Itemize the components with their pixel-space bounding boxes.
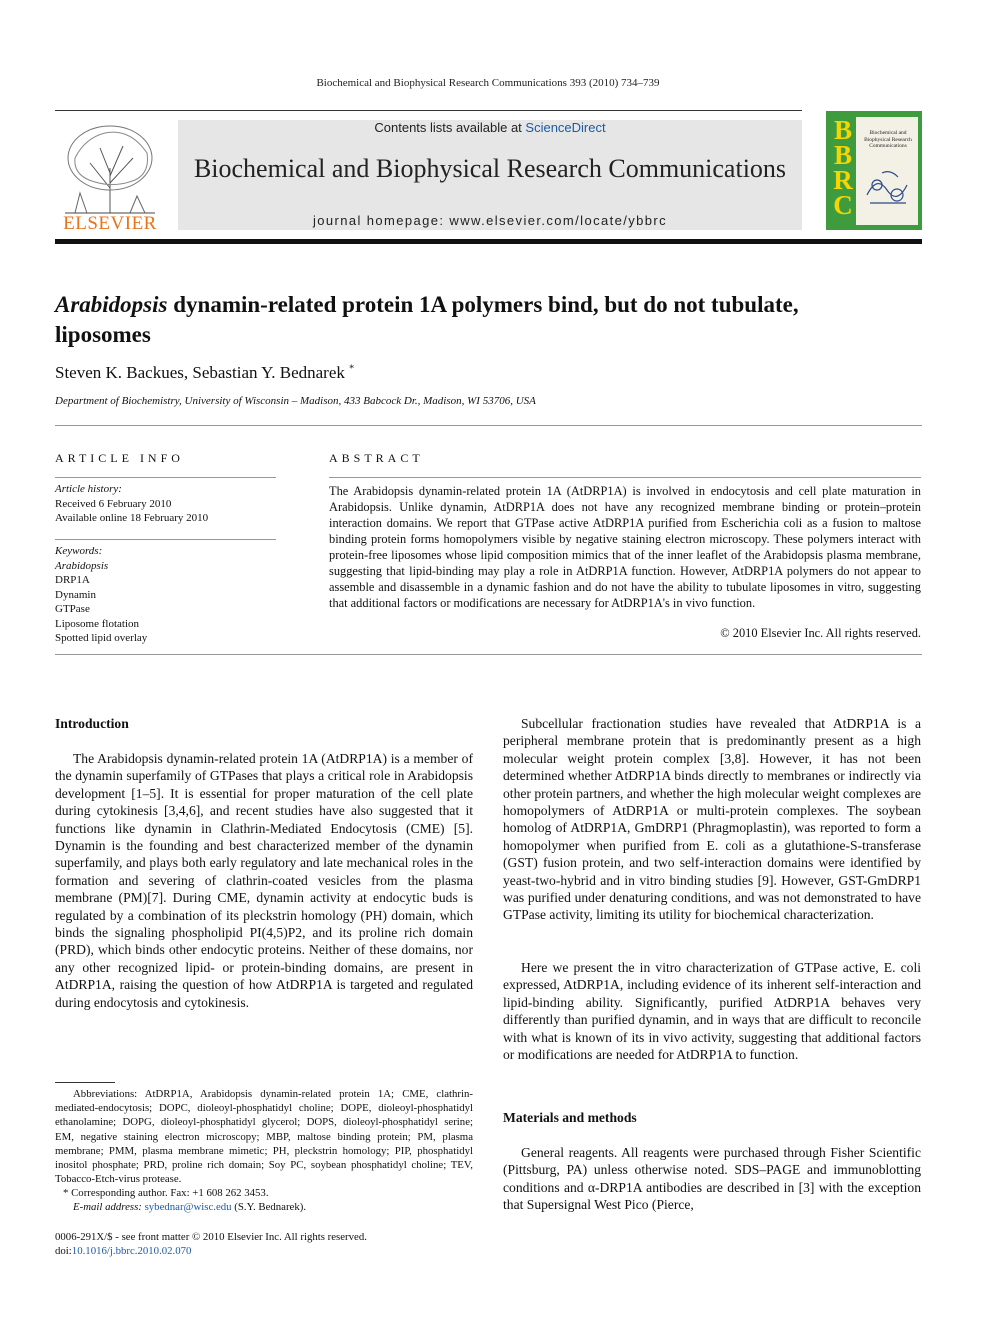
journal-cover-letters xyxy=(829,115,857,220)
publisher-name: ELSEVIER xyxy=(63,213,157,234)
title-divider xyxy=(55,425,922,426)
abbreviations-footnote: Abbreviations: AtDRP1A, Arabidopsis dynamin-related protein 1A; CME, clathrin-mediated-endocytosis; DOPC, dioleoyl-phosphatidyl choline; DOPE, dioleoyl-phosphatidyl ethanolamine; DOPG, dioleoyl-phosphatidyl glycerol; DOPS, dioleoyl-phosphatidyl serine; EM, negative staining electron microscopy; MBP, maltose binding protein; PM, plasma membrane; PMM, plasma membrane mimetic; PH, pleckstrin homology; PIP, phosphatidyl inositol phosphate; PRD, proline rich domain; Soy PC, soybean phosphatidyl choline; TEV, Tobacco-Etch-virus protease. xyxy=(55,1088,473,1186)
journal-title: Biochemical and Biophysical Research Communications xyxy=(193,154,787,183)
online-date: Available online 18 February 2010 xyxy=(55,512,209,524)
affiliation: Department of Biochemistry, University of Wisconsin – Madison, 433 Babcock Dr., Madison, WI 53706, USA xyxy=(55,395,536,407)
contents-line xyxy=(178,120,802,135)
corresponding-text: Corresponding author. Fax: +1 608 262 3453. xyxy=(71,1187,269,1199)
abstract-text: The Arabidopsis dynamin-related protein 1A (AtDRP1A) is involved in endocytosis and cell plate maturation in Arabidopsis. Unlike dynamin, AtDRP1A does not have any recognized membrane binding or protein–protein interaction domains. We report that GTPase active AtDRP1A purified from Escherichia coli as a fusion to maltose binding protein forms homopolymers visible by negative staining electron microscopy. These polymers interact with protein-free liposomes whose lipid composition mimics that of the inner leaflet of the Arabidopsis plasma membrane, suggesting that lipid-binding may play a role in AtDRP1A function. However, AtDRP1A polymers do not appear to assemble and disassemble in a dynamic fashion and do not have the ability to tubulate liposomes in vitro, suggesting that additional factors or modifications are necessary for AtDRP1A's in vivo function. xyxy=(329,484,921,610)
doi-link[interactable]: 10.1016/j.bbrc.2010.02.070 xyxy=(71,1245,192,1257)
journal-homepage[interactable]: journal homepage: www.elsevier.com/locate/ybbrc xyxy=(312,213,668,228)
issn-line: 0006-291X/$ - see front matter © 2010 Elsevier Inc. All rights reserved. xyxy=(55,1231,367,1243)
corresponding-footnote: * Corresponding author. Fax: +1 608 262 3453. xyxy=(63,1187,269,1199)
contents-prefix: Contents lists available at xyxy=(374,120,526,135)
abstract-bottom-rule xyxy=(55,654,922,655)
article-info-rule xyxy=(55,477,276,478)
cover-letter: B xyxy=(833,140,852,170)
keyword: GTPase xyxy=(55,603,90,615)
cover-letter: R xyxy=(833,165,853,195)
keyword: DRP1A xyxy=(55,574,90,586)
title-rest: dynamin-related protein 1A polymers bind, but do not tubulate, liposomes xyxy=(55,292,799,347)
cover-letter: B xyxy=(833,115,852,145)
keyword: Liposome flotation xyxy=(55,617,140,630)
authors xyxy=(55,363,354,383)
keywords-block xyxy=(55,544,276,646)
cover-letter: C xyxy=(833,190,853,220)
right-paragraph-1: Subcellular fractionation studies have revealed that AtDRP1A is a peripheral membrane protein that is predominantly present as a high molecular weight protein complex [3,8]. However, it has not been determined whether AtDRP1A binds directly to membranes or indirectly via other protein partners, and whether the high molecular weight complexes are homopolymers of AtDRP1A or multi-protein complexes. The soybean homolog of AtDRP1A, GmDRP1 (Phragmoplastin), was reported to form a homopolymer when purified from E. coli as a glutathione-S-transferase (GST) fusion protein, and two self-interaction domains were identified by yeast-two-hybrid and in vitro binding studies [9]. However, GST-GmDRP1 was purified under denaturing conditions, and was not demonstrated to have GTPase activity, limiting its utility for biochemical characterization. xyxy=(503,716,921,923)
sciencedirect-link[interactable]: ScienceDirect xyxy=(525,120,606,135)
keywords-label: Keywords: xyxy=(55,545,103,557)
history-label: Article history: xyxy=(55,483,122,495)
introduction-heading: Introduction xyxy=(55,716,129,731)
email-suffix: (S.Y. Bednarek). xyxy=(231,1201,307,1213)
keyword: Spotted lipid overlay xyxy=(55,632,148,644)
article-info-heading: ARTICLE INFO xyxy=(55,451,184,465)
header-thick-rule xyxy=(55,239,922,244)
journal-citation: Biochemical and Biophysical Research Communications 393 (2010) 734–739 xyxy=(316,77,660,89)
email-label: E-mail address: xyxy=(73,1201,142,1213)
abstract-heading: ABSTRACT xyxy=(329,451,424,465)
keywords-rule xyxy=(55,539,276,540)
abstract-rule xyxy=(329,477,921,478)
right-paragraph-2: Here we present the in vitro characterization of GTPase active, E. coli expressed, AtDRP1A, including evidence of its inherent self-interaction and lipid-binding ability. Significantly, purified AtDRP1A behaves very differently than purified dynamin, and in ways that are difficult to reconcile with what is known of its in vivo activity, suggesting that additional factors or modifications are needed for AtDRP1A to function. xyxy=(503,960,921,1063)
keyword: Arabidopsis xyxy=(55,559,109,572)
received-date: Received 6 February 2010 xyxy=(55,497,172,510)
article-title xyxy=(55,290,875,350)
abstract-copyright: © 2010 Elsevier Inc. All rights reserved. xyxy=(720,626,921,640)
corresponding-mark[interactable]: * xyxy=(349,363,355,375)
methods-heading: Materials and methods xyxy=(503,1110,637,1125)
footnote-rule xyxy=(55,1082,115,1083)
author-names: Steven K. Backues, Sebastian Y. Bednarek xyxy=(55,363,345,382)
header-rule xyxy=(55,110,802,111)
keyword: Dynamin xyxy=(55,588,96,601)
cover-journal-title: Biochemical and Biophysical Research Communications xyxy=(864,130,912,149)
methods-paragraph: General reagents. All reagents were purchased through Fisher Scientific (Pittsburg, PA) unless otherwise noted. SDS–PAGE and immunoblotting conditions and α-DRP1A antibodies are described in [3] with the exception that Supersignal West Pico (Pierce, xyxy=(503,1145,921,1213)
intro-paragraph: The Arabidopsis dynamin-related protein 1A (AtDRP1A) is a member of the dynamin superfamily of GTPases that plays a critical role in Arabidopsis development [1–5]. It is essential for proper maturation of the cell plate during cytokinesis [3,4,6], and recent studies have also suggested that it functions like dynamin in Clathrin-Mediated Endocytosis (CME) [5]. Dynamin is the founding and best characterized member of the dynamin superfamily, and plays both early regulatory and late mechanical roles in the formation and severing of clathrin-coated vesicles from the plasma membrane (PM)[7]. During CME, dynamin activity at endocytic buds is regulated by a combination of its pleckstrin homology (PH) domain, which binds the signaling phospholipid PI(4,5)P2, and its proline rich domain (PRD), which binds other endocytic proteins. Neither of these domains, nor any other recognized lipid- or protein-binding domains, are present in AtDRP1A, raising the question of how AtDRP1A is targeted and regulated during endocytosis and cytokinesis. xyxy=(55,751,473,1010)
email-footnote xyxy=(73,1200,473,1214)
cover-illustration xyxy=(862,165,914,210)
title-italic: Arabidopsis xyxy=(55,292,168,317)
doi-line xyxy=(55,1244,473,1258)
doi-prefix: doi: xyxy=(55,1245,72,1257)
email-link[interactable]: sybednar@wisc.edu xyxy=(144,1201,232,1213)
article-history xyxy=(55,482,276,526)
